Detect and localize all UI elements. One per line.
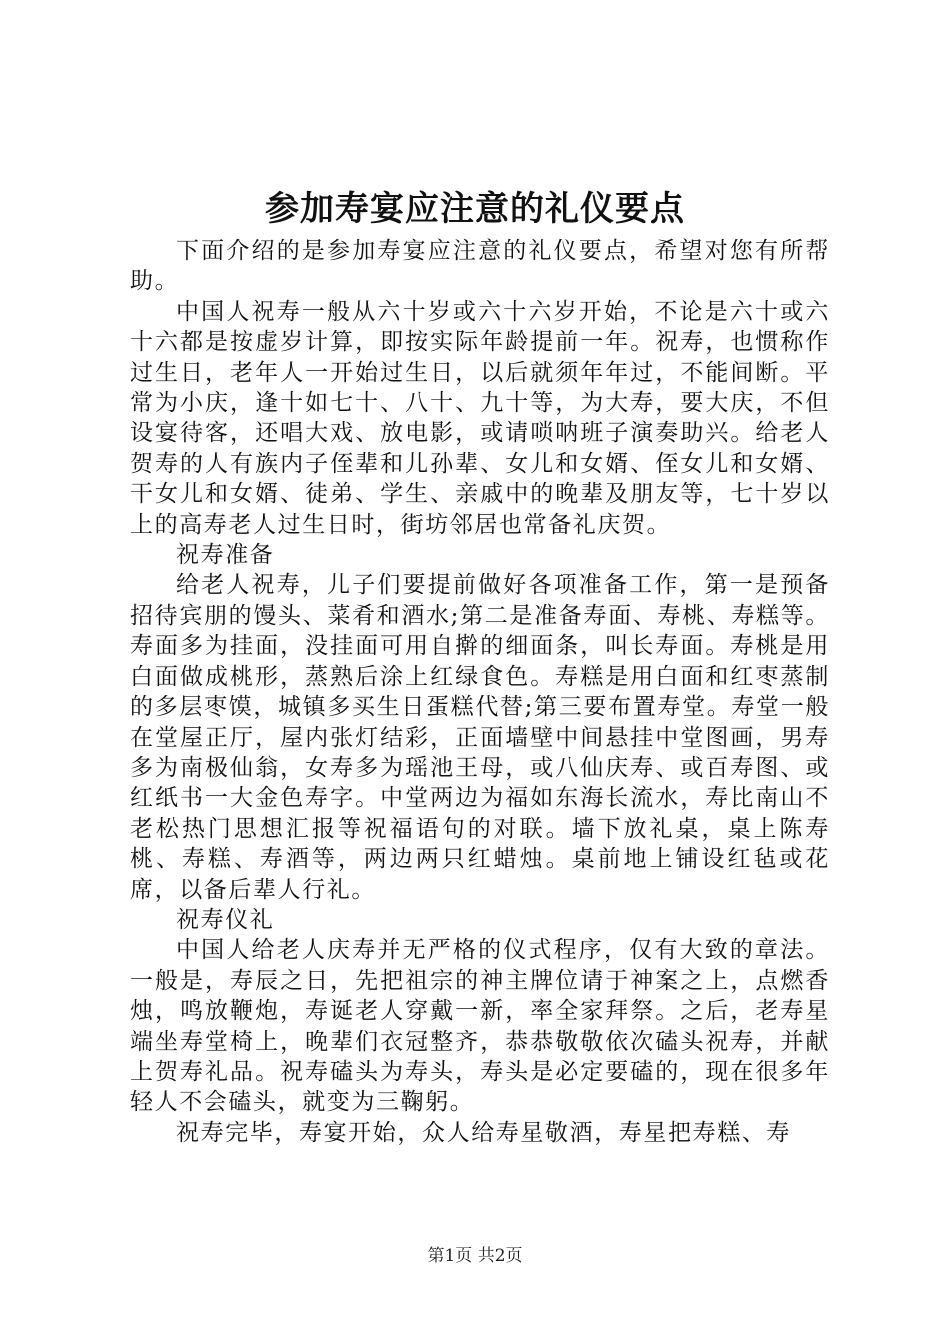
document-title: 参加寿宴应注意的礼仪要点 bbox=[265, 189, 685, 229]
body-paragraph: 中国人祝寿一般从六十岁或六十六岁开始，不论是六十或六十六都是按虚岁计算，即按实际年龄提前一年。祝寿，也惯称作过生日，老年人一开始过生日，以后就须年年过，不能间断。平常为小庆，逢十如七十、八十、九十等，为大寿，要大庆，不但设宴待客，还唱大戏、放电影，或请唢呐班子演奏助兴。给老人贺寿的人有族内子侄辈和儿孙辈、女儿和女婿、侄女儿和女婿、干女儿和女婿、徒弟、学生、亲戚中的晚辈及朋友等，七十岁以上的高寿老人过生日时，街坊邻居也常备礼庆贺。 bbox=[130, 298, 830, 538]
body-paragraph: 给老人祝寿，儿子们要提前做好各项准备工作，第一是预备招待宾朋的馒头、菜肴和酒水;第二是准备寿面、寿桃、寿糕等。寿面多为挂面，没挂面可用自擀的细面条，叫长寿面。寿桃是用白面做成桃形，蒸熟后涂上红绿食色。寿糕是用白面和红枣蒸制的多层枣馍，城镇多买生日蛋糕代替;第三要布置寿堂。寿堂一般在堂屋正厅，屋内张灯结彩，正面墙壁中间悬挂中堂图画，男寿多为南极仙翁，女寿多为瑶池王母，或八仙庆寿、或百寿图、或红纸书一大金色寿字。中堂两边为福如东海长流水，寿比南山不老松热门思想汇报等祝福语句的对联。墙下放礼桌，桌上陈寿桃、寿糕、寿酒等，两边两只红蜡烛。桌前地上铺设红毡或花席，以备后辈人行礼。 bbox=[130, 572, 830, 903]
document-body bbox=[130, 236, 830, 1148]
section-heading: 祝寿仪礼 bbox=[176, 906, 275, 933]
body-paragraph: 祝寿完毕，寿宴开始，众人给寿星敬酒，寿星把寿糕、寿 bbox=[176, 1119, 791, 1146]
section-heading: 祝寿准备 bbox=[176, 542, 275, 569]
body-paragraph: 中国人给老人庆寿并无严格的仪式程序，仅有大致的章法。一般是，寿辰之日，先把祖宗的神主牌位请于神案之上，点燃香烛，鸣放鞭炮，寿诞老人穿戴一新，率全家拜祭。之后，老寿星端坐寿堂椅上，晚辈们衣冠整齐，恭恭敬敬依次磕头祝寿，并献上贺寿礼品。祝寿磕头为寿头，寿头是必定要磕的，现在很多年轻人不会磕头，就变为三鞠躬。 bbox=[130, 937, 830, 1116]
page-footer: 第1页 共2页 bbox=[427, 1246, 523, 1266]
intro-paragraph: 下面介绍的是参加寿宴应注意的礼仪要点，希望对您有所帮助。 bbox=[130, 238, 830, 295]
